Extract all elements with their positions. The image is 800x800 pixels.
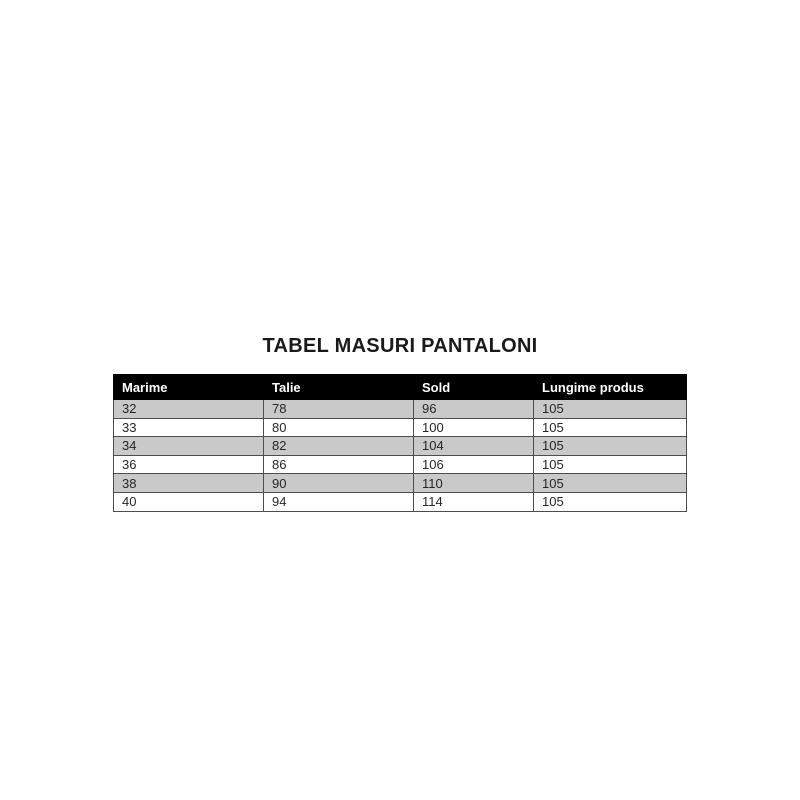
column-header-marime: Marime xyxy=(114,375,264,400)
cell-lungime: 105 xyxy=(534,492,687,511)
size-table xyxy=(113,374,687,512)
cell-sold: 106 xyxy=(414,455,534,474)
table-header-row xyxy=(114,375,687,400)
column-header-lungime: Lungime produs xyxy=(534,375,687,400)
column-header-sold: Sold xyxy=(414,375,534,400)
cell-marime: 40 xyxy=(114,492,264,511)
table-row xyxy=(114,400,687,419)
cell-sold: 110 xyxy=(414,474,534,493)
cell-marime: 33 xyxy=(114,418,264,437)
cell-sold: 114 xyxy=(414,492,534,511)
table-row xyxy=(114,418,687,437)
table-row xyxy=(114,474,687,493)
column-header-talie: Talie xyxy=(264,375,414,400)
cell-talie: 90 xyxy=(264,474,414,493)
cell-marime: 34 xyxy=(114,437,264,456)
cell-sold: 100 xyxy=(414,418,534,437)
table-row xyxy=(114,437,687,456)
cell-lungime: 105 xyxy=(534,455,687,474)
cell-talie: 94 xyxy=(264,492,414,511)
table-row xyxy=(114,455,687,474)
cell-talie: 80 xyxy=(264,418,414,437)
cell-talie: 86 xyxy=(264,455,414,474)
cell-talie: 78 xyxy=(264,400,414,419)
cell-lungime: 105 xyxy=(534,400,687,419)
cell-lungime: 105 xyxy=(534,474,687,493)
cell-lungime: 105 xyxy=(534,437,687,456)
cell-lungime: 105 xyxy=(534,418,687,437)
cell-sold: 96 xyxy=(414,400,534,419)
cell-marime: 36 xyxy=(114,455,264,474)
cell-sold: 104 xyxy=(414,437,534,456)
cell-marime: 38 xyxy=(114,474,264,493)
table-row xyxy=(114,492,687,511)
cell-marime: 32 xyxy=(114,400,264,419)
cell-talie: 82 xyxy=(264,437,414,456)
page-title: TABEL MASURI PANTALONI xyxy=(262,335,538,357)
